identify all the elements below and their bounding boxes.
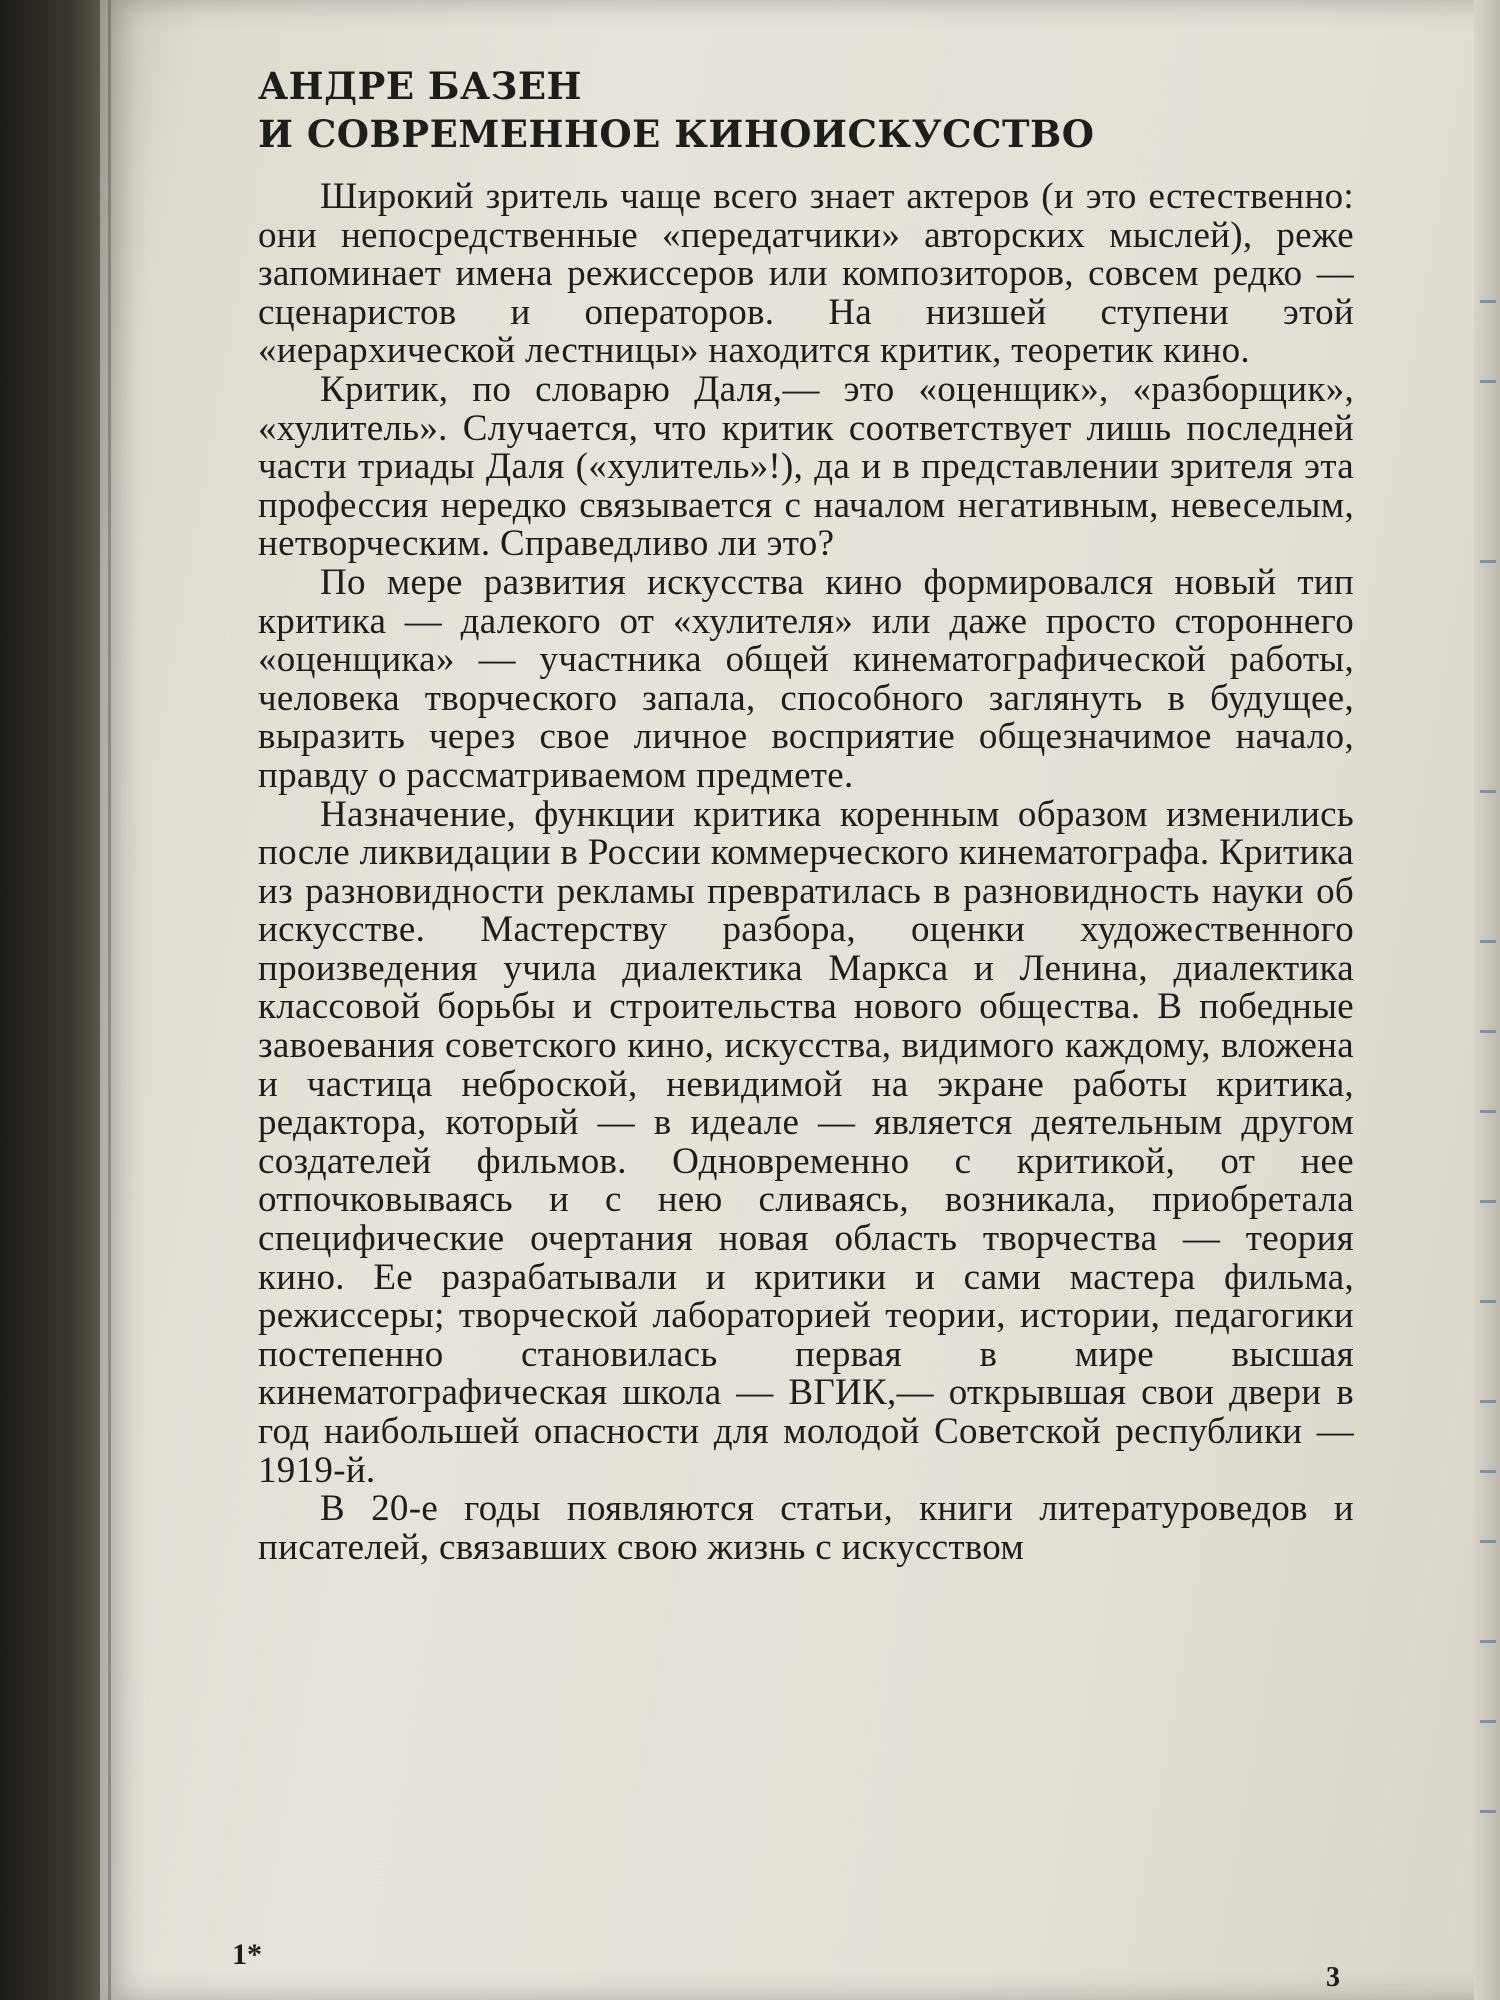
page-edge-mark bbox=[1480, 1720, 1496, 1723]
page-edge-mark bbox=[1480, 1640, 1496, 1643]
page-edge-mark bbox=[1480, 560, 1496, 563]
page-edge-mark bbox=[1480, 1540, 1496, 1543]
page-edge-mark bbox=[1480, 380, 1496, 383]
paragraph: В 20-е годы появляются статьи, книги литературоведов и писателей, связавших свою жизнь с искусством bbox=[258, 1488, 1354, 1568]
next-page-edge bbox=[1474, 0, 1500, 2000]
page-edge-mark bbox=[1480, 790, 1496, 793]
body-text bbox=[258, 178, 1354, 1567]
page-edge-mark bbox=[1480, 1300, 1496, 1303]
page-content bbox=[258, 62, 1354, 1567]
page-edge-mark bbox=[1480, 940, 1496, 943]
paragraph: По мере развития искусства кино формировался новый тип критика — далекого от «хулителя» или даже просто стороннего «оценщика» — участника общей кинематографической работы, человека творческого запала, способного заглянуть в будущее, выразить через свое личное восприятие общезначимое начало, правду о рассматриваемом предмете. bbox=[258, 561, 1354, 796]
chapter-title-line-2: И СОВРЕМЕННОЕ КИНОИСКУССТВО bbox=[258, 112, 1095, 156]
page-edge-mark bbox=[1480, 1470, 1496, 1473]
paragraph: Назначение, функции критика коренным образом изменились после ликвидации в России коммерческого кинематографа. Критика из разновидности рекламы превратилась в разновидность науки об искусстве. Мастерству разбора, оценки художественного произведения учила диалектика Маркса и Ленина, диалектика классовой борьбы и строительства нового общества. В победные завоевания советского кино, искусства, видимого каждому, вложена и частица неброской, невидимой на экране работы критика, редактора, который — в идеале — является деятельным другом создателей фильмов. Одновременно с критикой, от нее отпочковываясь и с нею сливаясь, возникала, приобретала специфические очертания новая область творчества — теория кино. Ее разрабатывали и критики и сами мастера фильма, режиссеры; творческой лабораторией теории, истории, педагогики постепенно становилась первая в мире высшая кинематографическая школа — ВГИК,— открывшая свои двери в год наибольшей опасности для молодой Советской республики — 1919-й. bbox=[258, 793, 1354, 1491]
chapter-title-line-1: АНДРЕ БАЗЕН bbox=[258, 64, 582, 108]
paragraph: Широкий зритель чаще всего знает актеров (и это естественно: они непосредственные «передатчики» авторских мыслей), реже запоминает имена режиссеров или композиторов, совсем редко — сценаристов и операторов. На низшей ступени этой «иерархической лестницы» находится критик, теоретик кино. bbox=[258, 176, 1354, 372]
signature-mark: 1* bbox=[232, 1938, 262, 1971]
page-edge-mark bbox=[1480, 1030, 1496, 1033]
page-edge-mark bbox=[1480, 1810, 1496, 1813]
page-edge-mark bbox=[1480, 1400, 1496, 1403]
page-edge-mark bbox=[1480, 1110, 1496, 1113]
book-spine-shadow bbox=[0, 0, 100, 2000]
page-edge-mark bbox=[1480, 300, 1496, 303]
page-gutter bbox=[108, 0, 111, 2000]
chapter-title bbox=[258, 62, 1354, 158]
paragraph: Критик, по словарю Даля,— это «оценщик», «разборщик», «хулитель». Случается, что критик соответствует лишь последней части триады Даля («хулитель»!), да и в представлении зрителя эта профессия нередко связывается с началом негативным, невеселым, нетворческим. Справедливо ли это? bbox=[258, 368, 1354, 565]
page-number: 3 bbox=[1326, 1962, 1340, 1993]
page-edge-mark bbox=[1480, 1200, 1496, 1203]
